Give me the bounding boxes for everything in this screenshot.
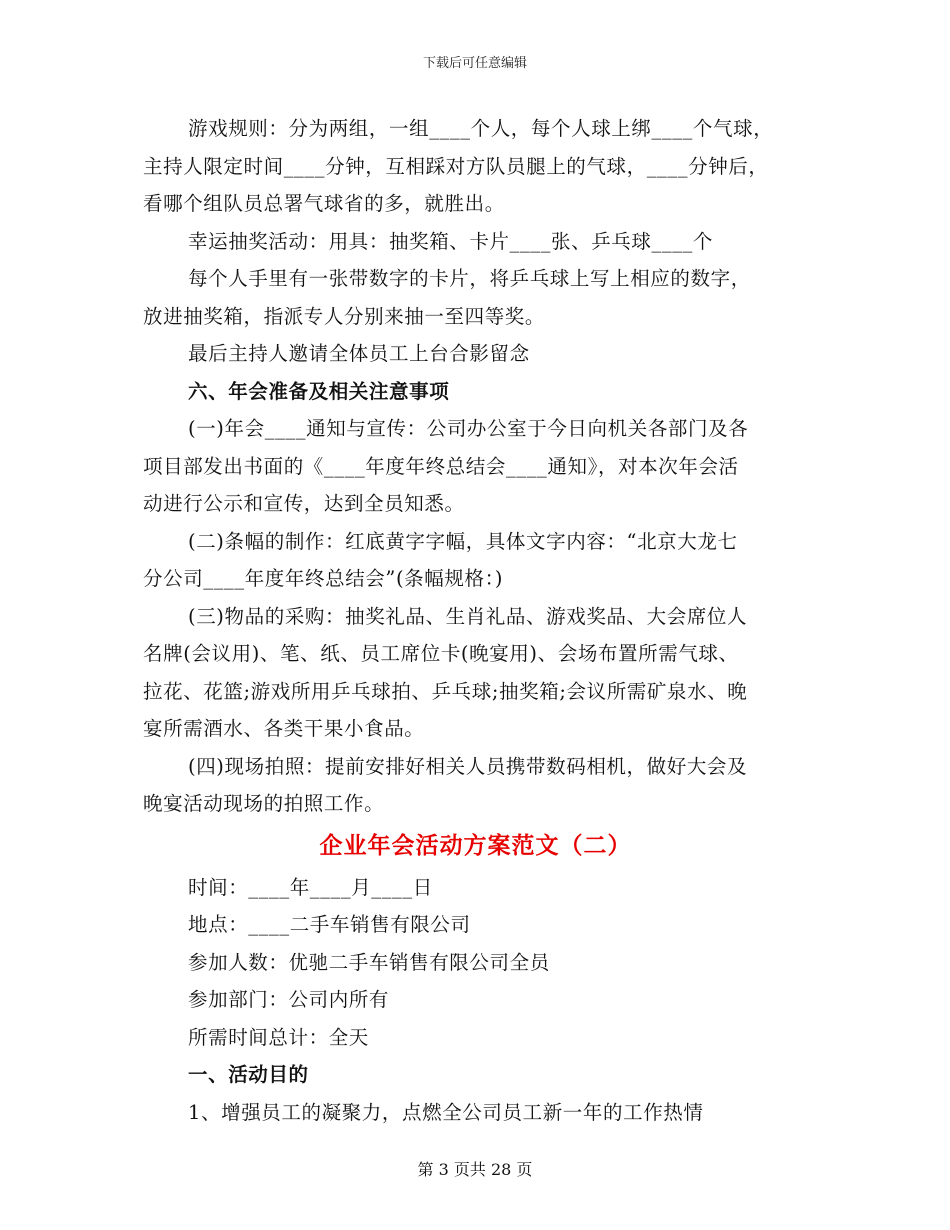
page-footer: 第 3 页共 28 页 <box>417 1160 533 1179</box>
text-line: (二)条幅的制作：红底黄字字幅，具体文字内容：“北京大龙七 <box>188 529 738 553</box>
page-header: 下载后可任意编辑 <box>422 56 527 71</box>
text-line: 参加人数：优驰二手车销售有限公司全员 <box>188 950 550 974</box>
text-line: 时间：____年____月____日 <box>188 875 433 899</box>
section-heading: 一、活动目的 <box>188 1063 309 1086</box>
text-line: (三)物品的采购：抽奖礼品、生肖礼品、游戏奖品、大会席位人 <box>188 604 748 628</box>
text-line: 每个人手里有一张带数字的卡片，将乒乓球上写上相应的数字， <box>188 267 751 290</box>
paragraph-block-1 <box>143 110 808 823</box>
text-line: 项目部发出书面的《____年度年终总结会____通知》，对本次年会活 <box>143 454 739 478</box>
text-line: 动进行公示和宣传，达到全员知悉。 <box>143 492 465 515</box>
text-line: 1、增强员工的凝聚力，点燃全公司员工新一年的工作热情 <box>188 1100 704 1124</box>
text-line: 游戏规则：分为两组，一组____个人，每个人球上绑____个气球， <box>188 117 774 140</box>
document-body <box>143 110 808 1131</box>
text-line: 幸运抽奖活动：用具：抽奖箱、卡片____张、乒乓球____个 <box>188 229 714 253</box>
text-line: (四)现场拍照：提前安排好相关人员携带数码相机，做好大会及 <box>188 754 748 778</box>
text-line: 名牌(会议用)、笔、纸、员工席位卡(晚宴用)、会场布置所需气球、 <box>143 642 739 665</box>
section-heading: 六、年会准备及相关注意事项 <box>188 379 450 403</box>
text-line: 拉花、花篮;游戏所用乒乓球拍、乒乓球;抽奖箱;会议所需矿泉水、晚 <box>143 679 748 703</box>
text-line: 放进抽奖箱，指派专人分别来抽一至四等奖。 <box>143 304 546 328</box>
text-line: 地点：____二手车销售有限公司 <box>188 913 471 936</box>
text-line: 宴所需酒水、各类干果小食品。 <box>143 717 425 740</box>
text-line: (一)年会____通知与宣传：公司办公室于今日向机关各部门及各 <box>188 417 749 440</box>
section-title: 企业年会活动方案范文（二） <box>319 831 632 859</box>
paragraph-block-2 <box>143 869 808 1132</box>
text-line: 主持人限定时间____分钟，互相踩对方队员腿上的气球，____分钟后， <box>143 154 769 178</box>
text-line: 看哪个组队员总署气球省的多，就胜出。 <box>143 192 505 215</box>
text-line: 最后主持人邀请全体员工上台合影留念 <box>188 342 530 365</box>
text-line: 分公司____年度年终总结会”(条幅规格：) <box>143 567 504 590</box>
text-line: 晚宴活动现场的拍照工作。 <box>143 792 385 815</box>
text-line: 参加部门：公司内所有 <box>188 988 390 1011</box>
text-line: 所需时间总计：全天 <box>188 1025 369 1049</box>
